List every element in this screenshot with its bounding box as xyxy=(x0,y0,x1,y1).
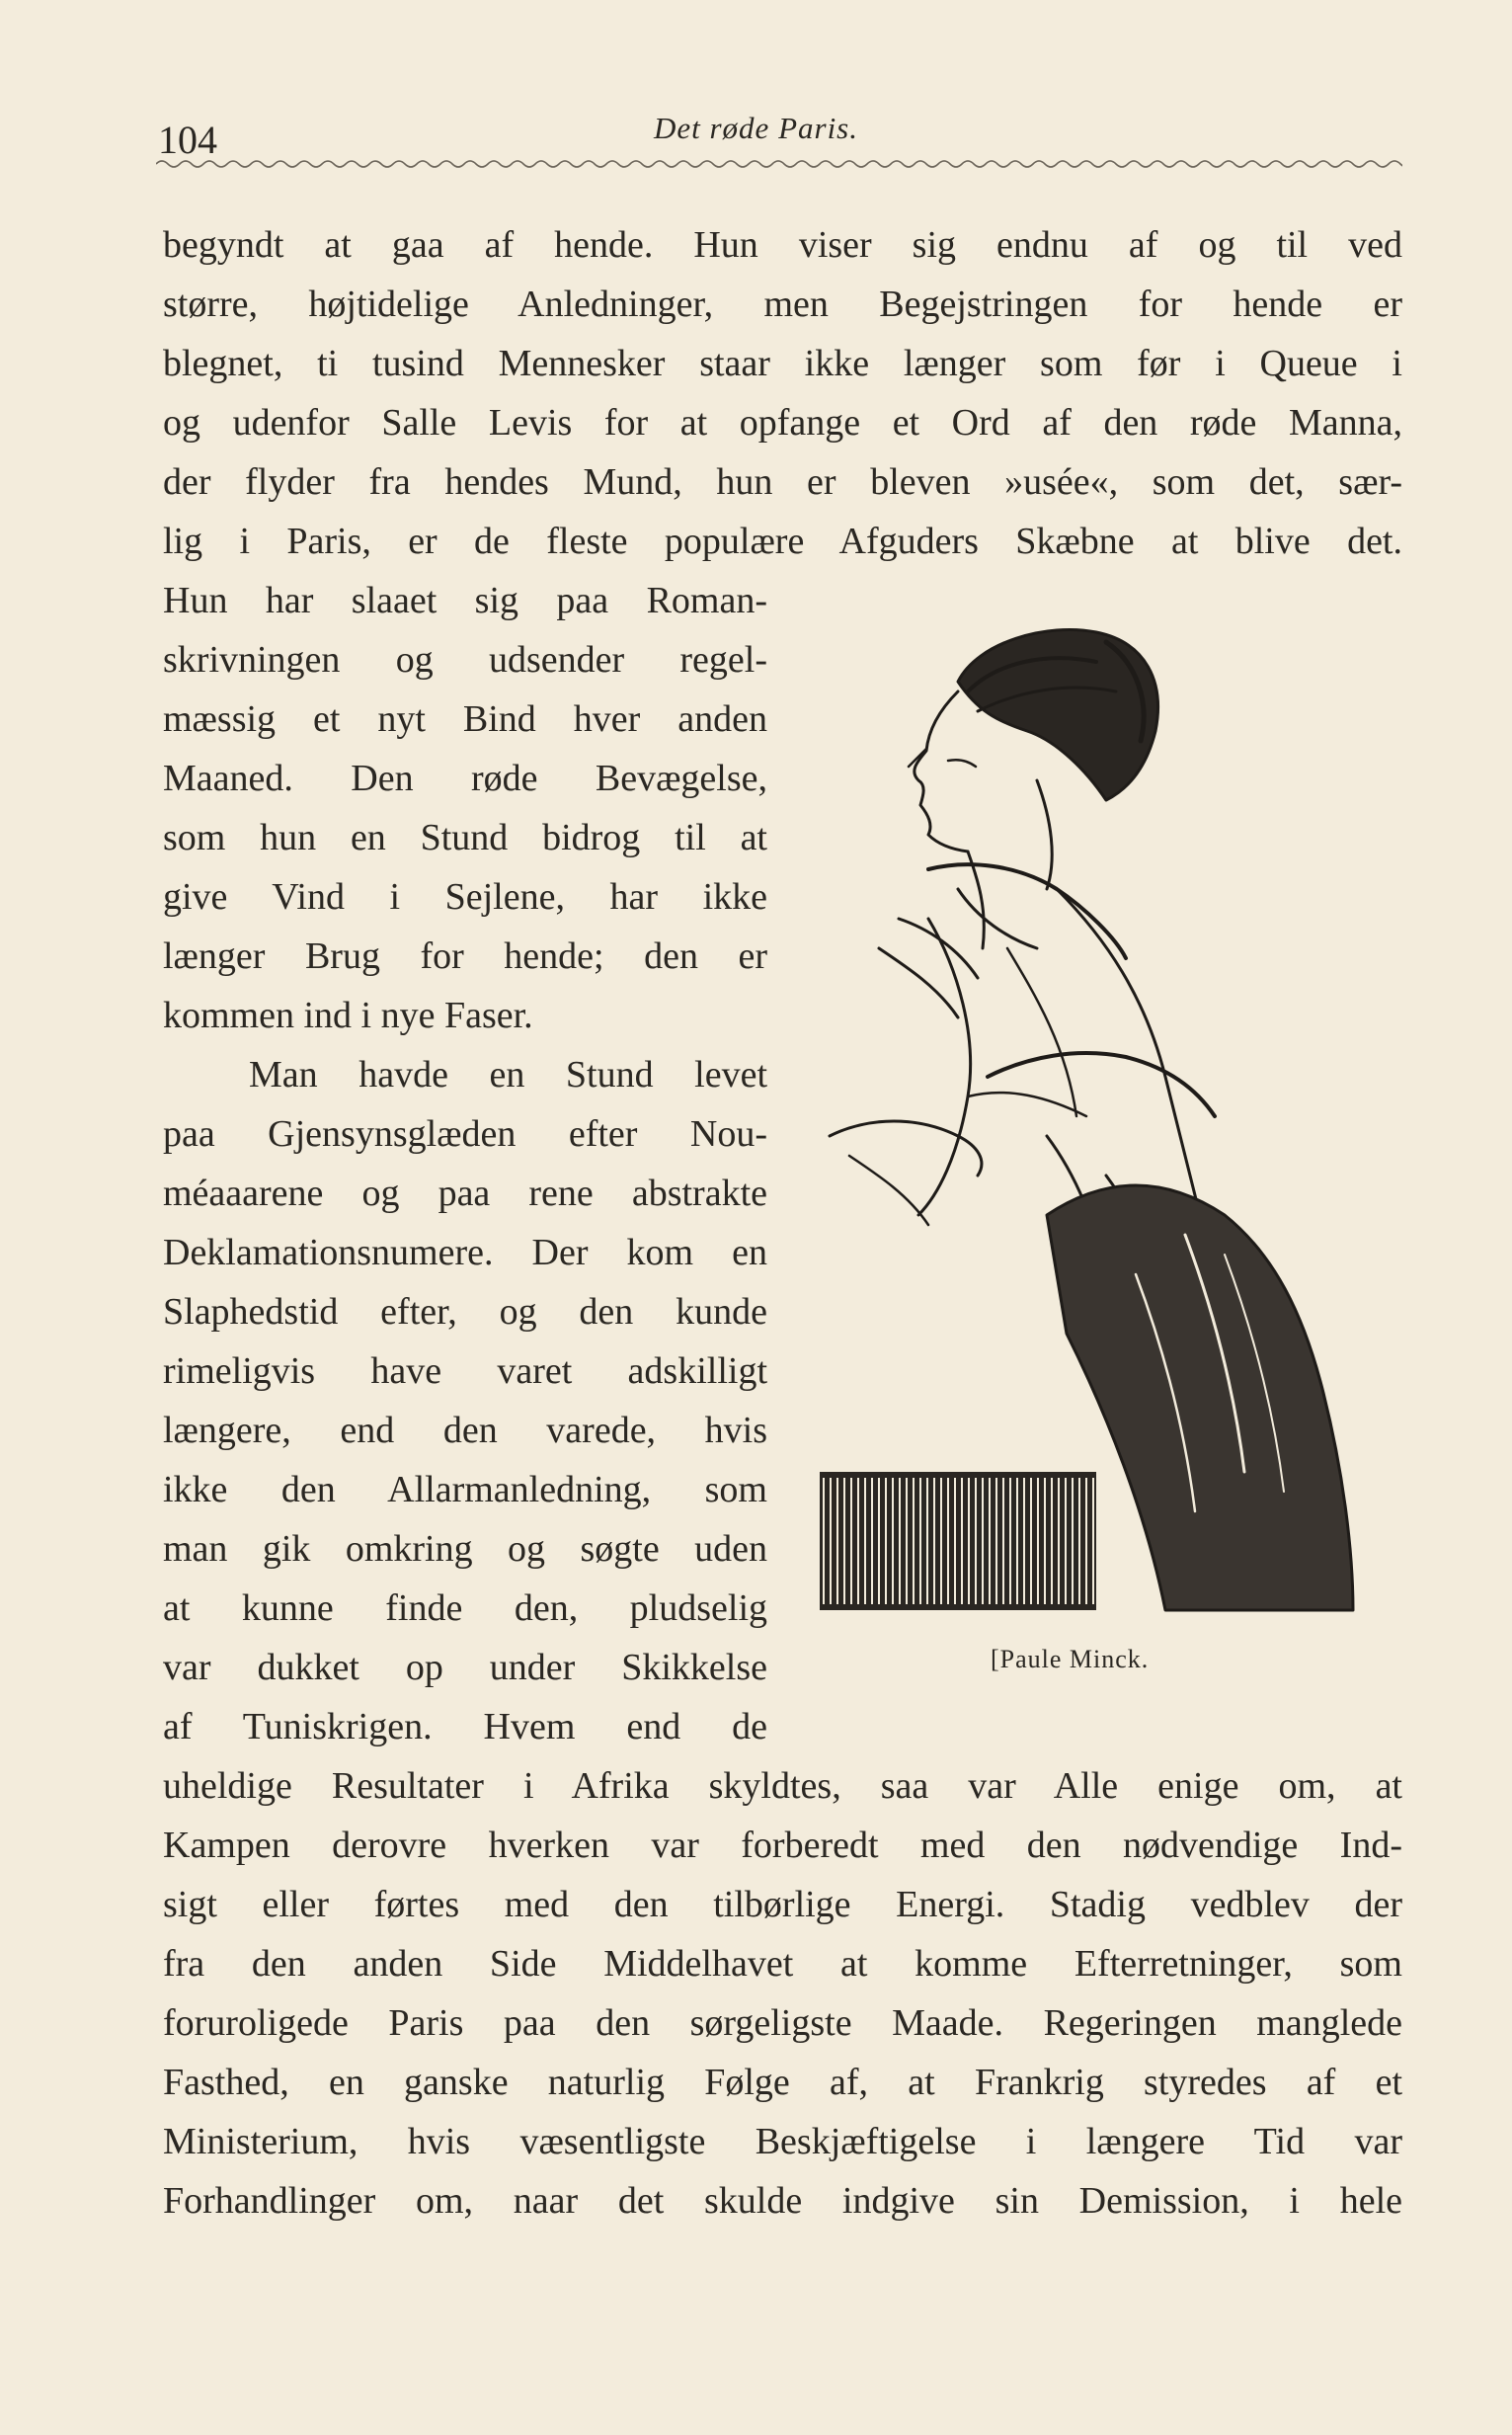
page-number: 104 xyxy=(158,118,217,162)
text-line: Deklamationsnumere. Der kom en xyxy=(163,1232,767,1273)
text-line: foruroligede Paris paa den sørgeligste Maade. Regeringen manglede xyxy=(163,2002,1402,2044)
portrait-illustration xyxy=(810,622,1373,1630)
text-line: var dukket op under Skikkelse xyxy=(163,1647,767,1688)
text-line: blegnet, ti tusind Mennesker staar ikke længer som før i Queue i xyxy=(163,343,1402,384)
text-line: méaaarene og paa rene abstrakte xyxy=(163,1173,767,1214)
text-line: som hun en Stund bidrog til at xyxy=(163,817,767,858)
text-line: og udenfor Salle Levis for at opfange et Ord af den røde Manna, xyxy=(163,402,1402,444)
text-line: ikke den Allarmanledning, som xyxy=(163,1469,767,1510)
text-line: paa Gjensynsglæden efter Nou- xyxy=(163,1113,767,1155)
text-line: man gik omkring og søgte uden xyxy=(163,1528,767,1570)
illustration-caption: [Paule Minck. xyxy=(991,1645,1150,1673)
text-line: begyndt at gaa af hende. Hun viser sig endnu af og til ved xyxy=(163,224,1402,266)
text-line: fra den anden Side Middelhavet at komme Efterretninger, som xyxy=(163,1943,1402,1985)
running-title: Det røde Paris. xyxy=(653,111,858,145)
text-line: Ministerium, hvis væsentligste Beskjæftigelse i længere Tid var xyxy=(163,2121,1402,2162)
ornamental-rule xyxy=(156,156,1402,172)
text-line: skrivningen og udsender regel- xyxy=(163,639,767,681)
text-line: Maaned. Den røde Bevægelse, xyxy=(163,758,767,799)
text-line: Slaphedstid efter, og den kunde xyxy=(163,1291,767,1333)
text-line: længer Brug for hende; den er xyxy=(163,935,767,977)
text-line: lig i Paris, er de fleste populære Afguders Skæbne at blive det. xyxy=(163,521,1402,562)
text-line: rimeligvis have varet adskilligt xyxy=(163,1350,767,1392)
text-line: at kunne finde den, pludselig xyxy=(163,1587,767,1629)
text-line: sigt eller førtes med den tilbørlige Energi. Stadig vedblev der xyxy=(163,1884,1402,1925)
text-line: mæssig et nyt Bind hver anden xyxy=(163,698,767,740)
text-line: Fasthed, en ganske naturlig Følge af, at Frankrig styredes af et xyxy=(163,2062,1402,2103)
text-line: Man havde en Stund levet xyxy=(249,1054,767,1096)
text-line: der flyder fra hendes Mund, hun er bleven »usée«, som det, sær- xyxy=(163,461,1402,503)
text-line: Kampen derovre hverken var forberedt med den nødvendige Ind- xyxy=(163,1825,1402,1866)
text-line: uheldige Resultater i Afrika skyldtes, saa var Alle enige om, at xyxy=(163,1765,1402,1807)
text-line: kommen ind i nye Faser. xyxy=(163,995,533,1036)
text-line: Forhandlinger om, naar det skulde indgive sin Demission, i hele xyxy=(163,2180,1402,2222)
text-line: Hun har slaaet sig paa Roman- xyxy=(163,580,767,621)
text-line: give Vind i Sejlene, har ikke xyxy=(163,876,767,918)
text-line: større, højtidelige Anledninger, men Begejstringen for hende er xyxy=(163,284,1402,325)
text-line: af Tuniskrigen. Hvem end de xyxy=(163,1706,767,1747)
text-line: længere, end den varede, hvis xyxy=(163,1410,767,1451)
